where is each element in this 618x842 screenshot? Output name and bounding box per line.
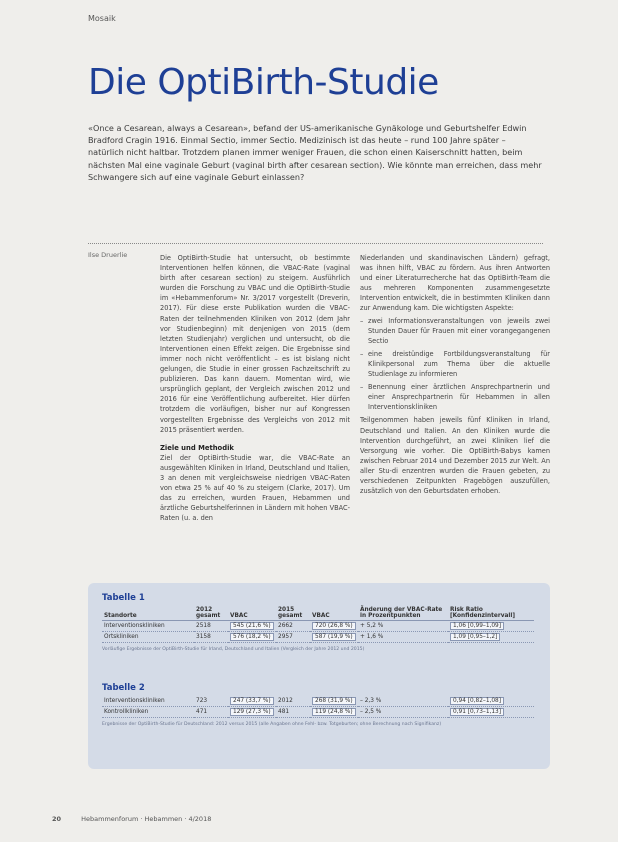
- table-row: [102, 696, 534, 707]
- table-cell: – 2,5 %: [358, 707, 448, 718]
- table-cell: + 5,2 %: [358, 621, 448, 632]
- body-paragraph: Niederlanden und skandinavischen Ländern) gefragt, was ihnen hilft, VBAC zu fördern. Aus ihren Antworten und einer Literaturrecherche hat das OptiBirth-Team die aus mehreren Komponenten zusammengesetzte Intervention entwickelt, die in bestimmten Kliniken dann zur Anwendung kam. Die wichtigsten Aspekte:: [360, 254, 550, 313]
- highlighted-value: 247 (33,7 %): [230, 697, 274, 705]
- table-2-title: Tabelle 2: [102, 683, 145, 693]
- table-1-block: [102, 593, 534, 653]
- article-title: Die OptiBirth-Studie: [88, 62, 439, 103]
- lead-paragraph: «Once a Cesarean, always a Cesarean», befand der US-amerikanische Gynäkologe und Geburtshelfer Edwin Bradford Cragin 1916. Einmal Sectio, immer Sectio. Medizinisch ist das heute – rund 100 Jahre später – natürlich nicht haltbar. Trotzdem planen immer weniger Frauen, die schon einen Kaiserschnitt hatten, beim nächsten Mal eine vaginale Geburt (vaginal birth after cesarean section). Wie könnte man erreichen, dass mehr Schwangere sich auf eine vaginale Geburt einlassen?: [88, 123, 542, 182]
- list-item: – zwei Informationsveranstaltungen von jeweils zwei Stunden Dauer für Frauen mit einer vorangegangenen Sectio: [360, 316, 550, 346]
- list-item: – eine dreistündige Fortbildungsveranstaltung für Klinikpersonal zum Thema über die aktuelle Studienlage zu informieren: [360, 349, 550, 379]
- column-header: VBAC: [228, 606, 276, 621]
- divider: [88, 243, 543, 244]
- table-cell: [228, 621, 276, 632]
- tables-box: [88, 583, 550, 769]
- highlighted-value: 720 (26,8 %): [312, 622, 356, 630]
- table-row: [102, 707, 534, 718]
- body-paragraph: Teilgenommen haben jeweils fünf Kliniken in Irland, Deutschland und Italien. An den Kliniken wurde die Intervention durchgeführt, an zwei Kliniken lief die Versorgung wie vorher. Die OptiBirth-Babys kamen zwischen Februar 2014 und Dezember 2015 zur Welt. An aller Stu-di enzentren wurden die Frauen gebeten, zu verschiedenen Zeitpunkten Fragebögen auszufüllen, zusätzlich von den Geburtsdaten erhoben.: [360, 416, 550, 496]
- table-cell: 723: [194, 696, 228, 707]
- list-item: – Benennung einer ärztlichen Ansprechpartnerin und einer Ansprechpartnerin für Hebammen in allen Interventionskliniken: [360, 382, 550, 412]
- aspect-list: [360, 316, 550, 413]
- section-label: Mosaik: [88, 14, 116, 23]
- table-cell: [448, 632, 534, 643]
- column-header: 2012 gesamt: [194, 606, 228, 621]
- author-name: Ilse Druerlie: [88, 251, 128, 259]
- table-cell: [228, 632, 276, 643]
- table-cell: + 1,6 %: [358, 632, 448, 643]
- table-1-note: Vorläufige Ergebnisse der OptiBirth-Studie für Irland, Deutschland und Italien (Vergleich der Jahre 2012 und 2015): [102, 647, 365, 652]
- highlighted-value: 0,91 [0,73–1,13]: [450, 708, 504, 716]
- body-paragraph: Ziel der OptiBirth-Studie war, die VBAC-Rate an ausgewählten Kliniken in Irland, Deutschland und Italien, 3 an denen mit vergleichsweise niedrigen VBAC-Raten von etwa 25 % auf 40 % zu steigern (Clarke, 2017). Um das zu erreichen, wurden Frauen, Hebammen und ärztliche Geburtshelferinnen in Ländern mit hohen VBAC-Raten (u. a. den: [160, 453, 350, 523]
- column-header: Risk Ratio [Konfidenzintervall]: [448, 606, 534, 621]
- table-cell: [448, 696, 534, 707]
- table-cell: [310, 696, 358, 707]
- highlighted-value: 119 (24,8 %): [312, 708, 356, 716]
- highlighted-value: 268 (31,9 %): [312, 697, 356, 705]
- column-header: Standorte: [102, 606, 194, 621]
- column-header: VBAC: [310, 606, 358, 621]
- highlighted-value: 129 (27,3 %): [230, 708, 274, 716]
- highlighted-value: 1,09 [0,95–1,2]: [450, 633, 500, 641]
- table-cell: 2957: [276, 632, 310, 643]
- column-header: Änderung der VBAC-Rate in Prozentpunkten: [358, 606, 448, 621]
- highlighted-value: 545 (21,6 %): [230, 622, 274, 630]
- table-cell: Kontrollkliniken: [102, 707, 194, 718]
- body-paragraph: Die OptiBirth-Studie hat untersucht, ob bestimmte Interventionen helfen können, die VBAC-Rate (vaginal birth after cesarean section) zu steigern. Ausführlich wurden die Forschung zu VBAC und die OptiBirth-Studie im «Hebammenforum» Nr. 3/2017 vorgestellt (Dreverin, 2017). Für diese erste Publikation wurden die VBAC-Raten der teilnehmenden Kliniken von 2012 (dem Jahr vor Studienbeginn) mit denjenigen von 2015 (dem letzten Studienjahr) verglichen und untersucht, ob die Interventionen einen Effekt zeigen. Die Ergebnisse sind immer noch nicht veröffentlicht – es ist bislang nicht gelungen, die Studie in einer grossen Fachzeitschrift zu publizieren. Das kann dauern. Momentan wird, wie ursprünglich geplant, der Vergleich zwischen 2012 und 2016 für eine Veröffentlichung aufbereitet. Hier dürfen trotzdem die vorläufigen, bisher nur auf Kongressen vorgestellten Ergebnisse des Vergleichs von 2012 mit 2015 präsentiert werden.: [160, 254, 350, 434]
- table-cell: 2012: [276, 696, 310, 707]
- table-row: [102, 632, 534, 643]
- table-cell: 471: [194, 707, 228, 718]
- table-cell: Ortskliniken: [102, 632, 194, 643]
- table-cell: [310, 621, 358, 632]
- table-row: [102, 621, 534, 632]
- table-1: [102, 606, 534, 643]
- table-cell: [310, 632, 358, 643]
- table-header-row: [102, 606, 534, 621]
- body-column-right: [360, 253, 550, 504]
- highlighted-value: 576 (18,2 %): [230, 633, 274, 641]
- table-1-title: Tabelle 1: [102, 593, 145, 603]
- table-cell: 3158: [194, 632, 228, 643]
- table-cell: [448, 621, 534, 632]
- table-cell: 2662: [276, 621, 310, 632]
- table-cell: [448, 707, 534, 718]
- table-cell: [228, 696, 276, 707]
- journal-name: Hebammenforum · Hebammen · 4/2018: [81, 815, 212, 823]
- table-cell: 2518: [194, 621, 228, 632]
- highlighted-value: 1,06 [0,99–1,09]: [450, 622, 504, 630]
- highlighted-value: 587 (19,9 %): [312, 633, 356, 641]
- table-cell: [228, 707, 276, 718]
- subheading: Ziele und Methodik: [160, 443, 234, 452]
- table-2-block: [102, 683, 534, 728]
- column-header: 2015 gesamt: [276, 606, 310, 621]
- table-2: [102, 696, 534, 718]
- table-cell: Interventionskliniken: [102, 696, 194, 707]
- highlighted-value: 0,94 [0,82–1,08]: [450, 697, 504, 705]
- table-cell: [310, 707, 358, 718]
- body-column-left: [160, 253, 350, 531]
- table-cell: – 2,3 %: [358, 696, 448, 707]
- page-footer: [52, 815, 211, 823]
- table-cell: Interventionskliniken: [102, 621, 194, 632]
- table-cell: 481: [276, 707, 310, 718]
- page-number: 20: [52, 815, 62, 823]
- table-2-note: Ergebnisse der OptiBirth-Studie für Deutschland: 2012 versus 2015 (alle Angaben ohne Fehl- bzw. Totgeburten; ohne Berechnung nach Signifikanz): [102, 722, 442, 727]
